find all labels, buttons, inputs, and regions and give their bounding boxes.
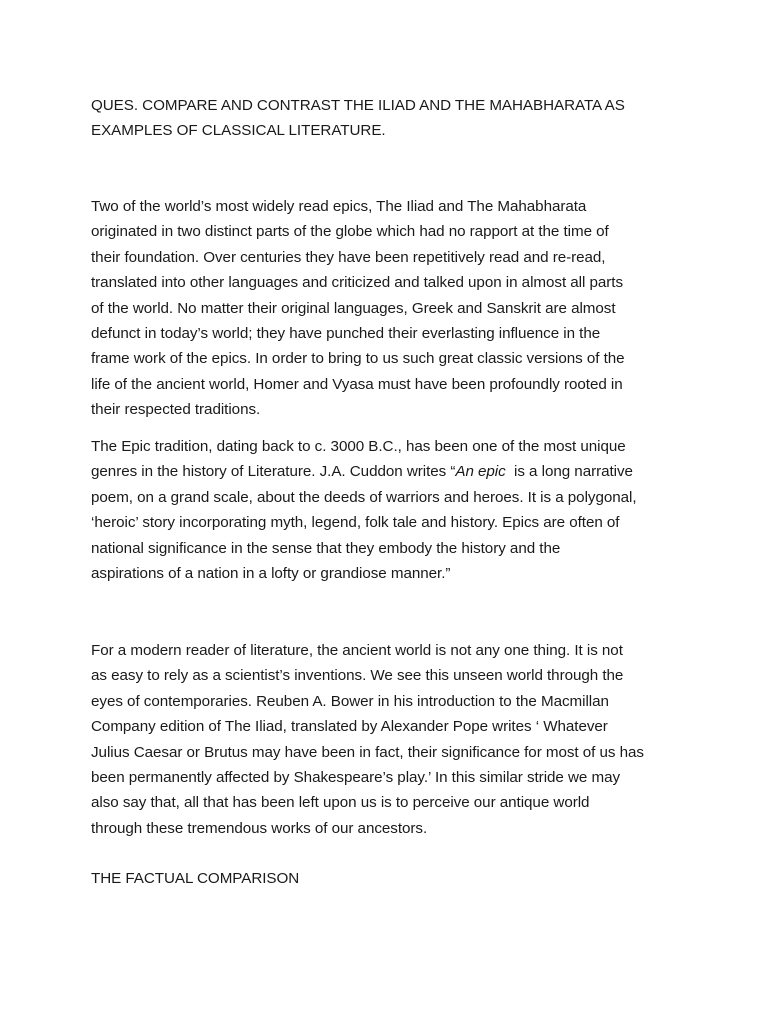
- paragraph-line: as easy to rely as a scientist’s inventions. We see this unseen world through the: [91, 667, 624, 685]
- italic-quote-term: An epic: [455, 463, 506, 481]
- paragraph-line: poem, on a grand scale, about the deeds of warriors and heroes. It is a polygonal,: [91, 488, 637, 506]
- paragraph-line: their foundation. Over centuries they have been repetitively read and re-read,: [91, 248, 606, 266]
- text-run: genres in the history of Literature. J.A. Cuddon writes “: [91, 463, 456, 481]
- paragraph-line: also say that, all that has been left upon us is to perceive our antique world: [91, 794, 590, 812]
- paragraph-line: their respected traditions.: [91, 401, 261, 419]
- paragraph-line: For a modern reader of literature, the ancient world is not any one thing. It is not: [91, 642, 623, 659]
- paragraph-line: translated into other languages and criticized and talked upon in almost all parts: [91, 274, 624, 292]
- paragraph-line: defunct in today’s world; they have punched their everlasting influence in the: [91, 325, 601, 343]
- paragraph-line: aspirations of a nation in a lofty or grandiose manner.”: [91, 565, 451, 583]
- paragraph-line-with-italic: [91, 459, 691, 484]
- paragraph-line: national significance in the sense that they embody the history and the: [91, 539, 561, 557]
- paragraph-line: eyes of contemporaries. Reuben A. Bower in his introduction to the Macmillan: [91, 692, 609, 710]
- text-run: is a long narrative: [505, 463, 633, 481]
- paragraph-epic-tradition: [91, 434, 691, 586]
- paragraph-line: life of the ancient world, Homer and Vyasa must have been profoundly rooted in: [91, 375, 623, 393]
- paragraph-line: frame work of the epics. In order to bring to us such great classic versions of the: [91, 350, 625, 368]
- paragraph-line: been permanently affected by Shakespeare’s play.’ In this similar stride we may: [91, 769, 621, 787]
- paragraph-intro: [91, 194, 691, 423]
- question-title-line: QUES. COMPARE AND CONTRAST THE ILIAD AND THE MAHABHARATA AS: [91, 97, 625, 114]
- paragraph-line: Julius Caesar or Brutus may have been in fact, their significance for most of us has: [91, 743, 644, 761]
- paragraph-modern-reader: [91, 638, 691, 841]
- paragraph-line: ‘heroic’ story incorporating myth, legend, folk tale and history. Epics are often of: [91, 514, 620, 532]
- paragraph-line: Company edition of The Iliad, translated by Alexander Pope writes ‘ Whatever: [91, 718, 608, 736]
- section-heading-text: THE FACTUAL COMPARISON: [91, 870, 300, 887]
- paragraph-line: of the world. No matter their original languages, Greek and Sanskrit are almost: [91, 299, 616, 317]
- paragraph-line: Two of the world’s most widely read epics, The Iliad and The Mahabharata: [91, 198, 587, 215]
- question-title: [91, 93, 691, 144]
- paragraph-line: The Epic tradition, dating back to c. 3000 B.C., has been one of the most unique: [91, 438, 626, 455]
- paragraph-line: originated in two distinct parts of the globe which had no rapport at the time of: [91, 223, 609, 241]
- paragraph-line: through these tremendous works of our ancestors.: [91, 819, 428, 837]
- question-title-line: EXAMPLES OF CLASSICAL LITERATURE.: [91, 122, 386, 140]
- section-heading: [91, 866, 691, 891]
